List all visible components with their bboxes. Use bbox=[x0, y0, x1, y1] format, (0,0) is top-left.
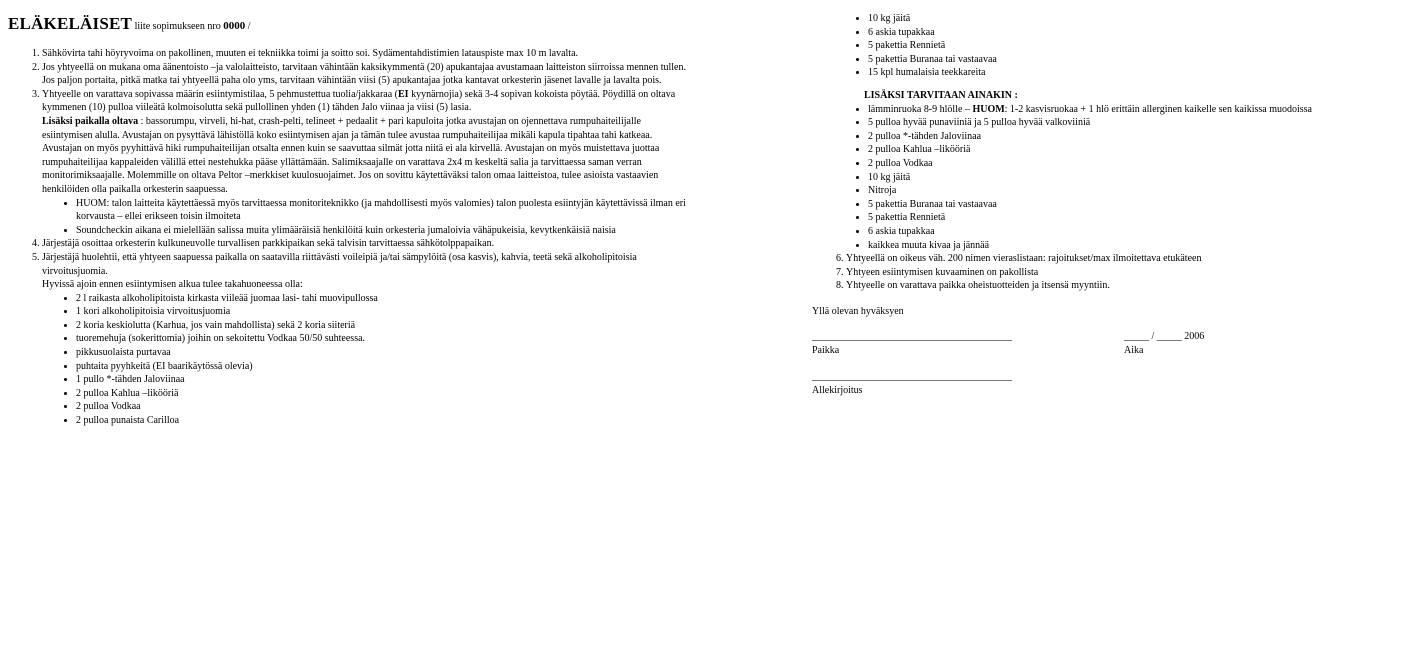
list-text: : 1-2 kasvisruokaa + 1 hlö erittäin allerginen kaikelle sen kaikissa muodoissa bbox=[1004, 103, 1312, 115]
list-item: • 2 pulloa Vodkaa bbox=[868, 157, 1412, 171]
term-text: Jos yhtyeellä on mukana oma äänentoisto –ja valolaitteisto, tarvitaan vähintään kaksikymmentä (20) apukantajaa avustamaan laitteiston siirroissa mennen tullen. Jos paljon portaita, pitkä matka tai yhtyeellä paha olo yms, tarvitaan vähintään viisi (5) apukantajaa jotka kantavat orkesterin jäsenet lavalle ja lavalta pois. bbox=[42, 61, 686, 87]
term-item: 6. Yhtyeellä on oikeus väh. 200 nimen vieraslistaan: rajoitukset/max ilmoitettava etukäteen bbox=[846, 252, 1412, 266]
term-text: Järjestäjä osoittaa orkesterin kulkuneuvolle turvallisen parkkipaikan sekä talvisin tarvittaessa sähkötolppapaikan. bbox=[42, 238, 495, 250]
list-item: • 6 askia tupakkaa bbox=[868, 225, 1412, 239]
place-label: Paikka bbox=[812, 345, 840, 357]
list-item: • 1 pullo *-tähden Jaloviinaa bbox=[76, 373, 688, 387]
term-item bbox=[42, 237, 688, 251]
term-paragraph bbox=[42, 115, 688, 197]
term-text: Sähkövirta tahi höyryvoima on pakollinen, muuten ei tekniikka toimi ja soitto soi. Sydämentahdistimien latauspiste max 10 m lavalta. bbox=[42, 48, 579, 59]
place-line: ________________________________________ bbox=[812, 331, 1012, 343]
list-item: • 2 koria keskiolutta (Karhua, jos vain mahdollista) sekä 2 koria siiteriä bbox=[76, 319, 688, 333]
list-item: • 2 pulloa punaista Carilloa bbox=[76, 414, 688, 428]
term-item bbox=[42, 88, 688, 238]
place-date-labels bbox=[812, 344, 1412, 358]
list-item: • kaikkea muuta kivaa ja jännää bbox=[868, 239, 1412, 253]
list-item: • 15 kpl humalaisia teekkareita bbox=[868, 66, 1412, 80]
document-title bbox=[8, 14, 688, 37]
term-emphasis: Lisäksi paikalla oltava bbox=[42, 115, 139, 127]
terms-list-continued bbox=[812, 252, 1412, 293]
term-bullets bbox=[42, 197, 688, 238]
backstage-list-continued bbox=[812, 12, 1412, 80]
signature-label-row bbox=[812, 384, 1412, 398]
place-date-lines bbox=[812, 330, 1412, 344]
list-item: • tuoremehuja (sokerittomia) joihin on sekoitettu Vodkaa 50/50 suhteessa. bbox=[76, 332, 688, 346]
list-item: • puhtaita pyyhkeitä (EI baarikäytössä olevia) bbox=[76, 360, 688, 374]
term-paragraph: Hyvissä ajoin ennen esiintymisen alkua tulee takahuoneessa olla: bbox=[42, 279, 303, 291]
contract-number: 0000 bbox=[223, 20, 246, 32]
signature-line-row bbox=[812, 370, 1412, 384]
time-label: Aika bbox=[1124, 345, 1144, 357]
list-item: • Nitroja bbox=[868, 184, 1412, 198]
title-slash: / bbox=[247, 21, 251, 32]
list-emphasis: HUOM bbox=[972, 103, 1005, 115]
terms-list bbox=[8, 47, 688, 428]
term-item: 8. Yhtyeelle on varattava paikka oheistuotteiden ja itsensä myyntiin. bbox=[846, 279, 1412, 293]
list-item: • 10 kg jäitä bbox=[868, 12, 1412, 26]
extra-list bbox=[812, 103, 1412, 253]
term-emphasis: EI bbox=[398, 88, 409, 100]
list-item: • 2 l raikasta alkoholipitoista kirkasta viileää juomaa lasi- tahi muovipullossa bbox=[76, 292, 688, 306]
signature-line: ________________________________________ bbox=[812, 371, 1012, 383]
list-item: • 6 askia tupakkaa bbox=[868, 26, 1412, 40]
term-paragraph bbox=[42, 88, 688, 115]
list-item: • HUOM: talon laitteita käytettäessä myös tarvittaessa monitoriteknikko (ja mahdollisesti myös valomies) talon puolesta esiintyjän käytettävissä ilman eri korvausta – ellei erikseen toisin ilmoiteta bbox=[76, 197, 688, 224]
list-item: • 2 pulloa Kahlua –likööriä bbox=[76, 387, 688, 401]
list-item: • 5 pakettia Buranaa tai vastaavaa bbox=[868, 198, 1412, 212]
list-item: • 2 pulloa *-tähden Jaloviinaa bbox=[868, 130, 1412, 144]
term-text: : bassorumpu, virveli, hi-hat, crash-pelti, telineet + pedaalit + pari kapuloita jotka avustajan on ojennettava rumpuhaiteilijalle esiintymisen alulla. Avustajan on pysyttävä lähistöllä koko esiintymisen ajan ja tämän tulee avustaa rumpuhaiteilijaa mikäli kapula tipahtaa tahi katkeaa. Avustajan on myös pyyhittävä hiki rumpuhaiteilijan otsalta ennen kuin se saavuttaa silmät jotta niitä ei ala kirvellä. Avustajan on myös muistettava juottaa rumpuhaiteilijaa kappaleiden välillä ettei nestehukka pääse yllättämään. Salimiksaajalle on varattava 2x4 m keskeltä salia ja tarvittaessa saman verran monitorimiksaajalle. Molemmille on oltava Peltor –merkkiset kuulosuojaimet. Jos on sovittu käytettäväksi talon omaa laitteistoa, tulee asioista vastaavien henkilöiden olla paikalla orkesterin saapuessa. bbox=[42, 115, 660, 195]
approval-text: Yllä olevan hyväksyen bbox=[812, 305, 904, 317]
title-main: ELÄKELÄISET bbox=[8, 14, 133, 33]
term-text: kyynärnojia) sekä 3-4 sopivan kokoista pöytää. Pöydillä on oltava kymmenen (10) pulloa viileätä kolmoisolutta sekä pullollinen yhden (1) tähden Jalo viinaa ja viisi (5) lasia. bbox=[42, 88, 676, 114]
list-item: • 1 kori alkoholipitoisia virvoitusjuomia bbox=[76, 305, 688, 319]
list-item: • 5 pakettia Rennietä bbox=[868, 211, 1412, 225]
list-text: lämminruoka 8-9 hlölle – bbox=[868, 103, 973, 115]
list-item: • 2 pulloa Vodkaa bbox=[76, 400, 688, 414]
term-item bbox=[42, 47, 688, 61]
list-item bbox=[868, 103, 1412, 117]
extra-heading: LISÄKSI TARVITAAN AINAKIN : bbox=[864, 89, 1018, 101]
term-item: 7. Yhtyeen esiintymisen kuvaaminen on pakollista bbox=[846, 266, 1412, 280]
backstage-list bbox=[42, 292, 688, 428]
date-line: _____ / _____ 2006 bbox=[1124, 331, 1205, 343]
signature-label: Allekirjoitus bbox=[812, 385, 863, 397]
approval-section bbox=[812, 305, 1412, 399]
left-column bbox=[8, 14, 688, 428]
term-item bbox=[42, 251, 688, 428]
title-subtitle: liite sopimukseen nro bbox=[134, 21, 221, 32]
right-column bbox=[812, 12, 1412, 398]
list-item: • 5 pakettia Rennietä bbox=[868, 39, 1412, 53]
list-item: • Soundcheckin aikana ei mielellään salissa muita ylimääräisiä henkilöitä kuin orkesteria jumaloivia vähäpukeisia, kevytkenkäisiä naisia bbox=[76, 224, 688, 238]
list-item: • 5 pulloa hyvää punaviiniä ja 5 pulloa hyvää valkoviiniä bbox=[868, 116, 1412, 130]
list-item: • pikkusuolaista purtavaa bbox=[76, 346, 688, 360]
list-item: • 2 pulloa Kahlua –likööriä bbox=[868, 143, 1412, 157]
term-text: Yhtyeelle on varattava sopivassa määrin esiintymistilaa, 5 pehmustettua tuolia/jakkaraa ( bbox=[42, 88, 398, 100]
list-item: • 5 pakettia Buranaa tai vastaavaa bbox=[868, 53, 1412, 67]
list-item: • 10 kg jäitä bbox=[868, 171, 1412, 185]
term-item bbox=[42, 61, 688, 88]
term-paragraph: 5. Järjestäjä huolehtii, että yhtyeen saapuessa paikalla on saatavilla riittävästi voileipiä ja/tai sämpylöitä (osa kasvis), kahvia, teetä sekä alkoholipitoisia virvoitusjuomia. bbox=[42, 251, 637, 277]
